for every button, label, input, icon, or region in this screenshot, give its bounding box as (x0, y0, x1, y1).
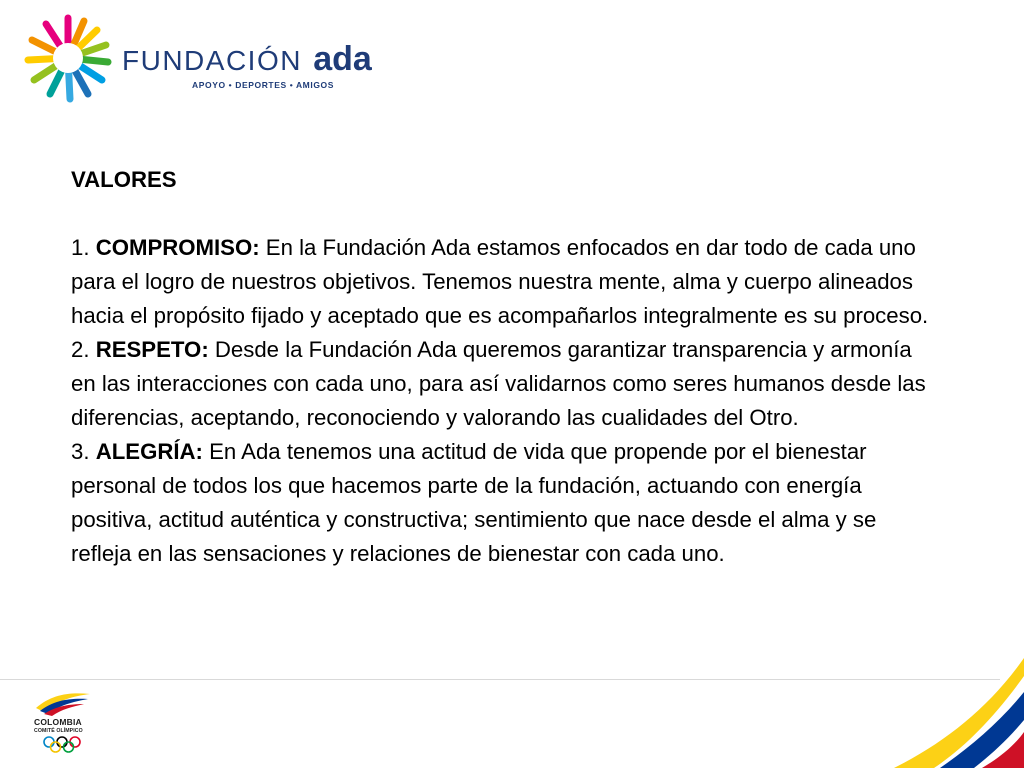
logo-wordmark (122, 40, 372, 79)
value-text: Desde la Fundación Ada queremos garantizar transparencia y armonía en las interacciones con cada uno, para así validarnos como seres humanos desde las diferencias, aceptando, reconociendo y valorando las cualidades del Otro. (71, 337, 926, 430)
logo-tagline: APOYO • DEPORTES • AMIGOS (192, 80, 335, 90)
values-text-block (71, 163, 941, 571)
sunburst-logo-icon (22, 12, 114, 104)
footer-divider (0, 679, 1000, 680)
value-item-alegria (71, 435, 941, 571)
fundacion-ada-logo (22, 12, 412, 104)
value-number: 3. (71, 439, 90, 464)
logo-word-ada: ada (313, 40, 372, 78)
value-item-compromiso (71, 231, 941, 333)
value-title: RESPETO: (95, 337, 209, 362)
values-heading: VALORES (71, 167, 177, 192)
value-number: 1. (71, 235, 90, 260)
heading-spacer (71, 197, 941, 231)
value-text: En la Fundación Ada estamos enfocados en dar todo de cada uno para el logro de nuestros objetivos. Tenemos nuestra mente, alma y cuerpo alineados hacia el propósito fijado y aceptado que es acompañarlos integralmente es su proceso. (71, 235, 929, 328)
flag-swoosh-icon (34, 690, 92, 716)
value-title: COMPROMISO: (95, 235, 260, 260)
value-number: 2. (71, 337, 90, 362)
org-subtitle: COMITÉ OLÍMPICO (34, 728, 83, 734)
value-item-respeto (71, 333, 941, 435)
org-name: COLOMBIA (34, 717, 82, 727)
comite-olimpico-logo (32, 690, 94, 758)
logo-word-fundacion: FUNDACIÓN (122, 45, 302, 76)
value-title: ALEGRÍA: (95, 439, 203, 464)
olympic-rings-icon (42, 736, 82, 754)
flag-stripes-decoration (874, 658, 1024, 768)
value-text: En Ada tenemos una actitud de vida que propende por el bienestar personal de todos los que hacemos parte de la fundación, actuando con energía positiva, actitud auténtica y constructiva; sentimiento que nace desde el alma y se refleja en las sensaciones y relaciones de bienestar con cada uno. (71, 439, 877, 566)
